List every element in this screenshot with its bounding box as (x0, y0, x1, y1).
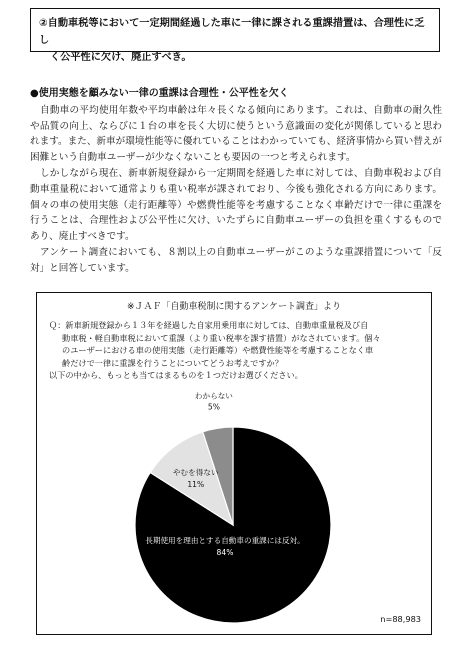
body-paragraph-3: アンケート調査においても、８割以上の自動車ユーザーがこのような重課措置について「反対」と回答しています。 (30, 246, 442, 274)
survey-box (36, 292, 432, 635)
body-paragraph-2: しかしながら現在、新車新規登録から一定期間を経過した車に対しては、自動車税および自動車重量税において通常よりも重い税率が課されており、今後も強化される方向にあります。個々の車の使用実態（走行距離等）や燃費性能等を考慮することなく車齢だけで一律に重課を行うことは、合理性および公平性に欠け、いたずらに自動車ユーザーの負担を重くするものであり、廃止すべきです。 (30, 167, 442, 243)
body-section (30, 86, 442, 277)
slice-label-1: やむを得ない (172, 467, 219, 477)
slice-label-2: わからない (194, 391, 233, 401)
slice-value-0: 84% (216, 548, 234, 557)
slice-value-1: 11% (187, 479, 205, 489)
question-line-2: 動車税・軽自動車税において重課（より重い税率を課す措置）がなされています。個々 (62, 332, 381, 343)
summary-line-2: く公平性に欠け、廃止すべき。 (50, 52, 192, 63)
sample-size-label: n=88,983 (380, 614, 421, 624)
question-line-3: のユーザーにおける車の使用実態（走行距離等）や燃費性能等を考慮することなく車 (62, 345, 374, 356)
slice-label-0: 長期使用を理由とする自動車の重課には反対。 (145, 536, 305, 545)
question-line-1: Ｑ：新車新規登録から１３年を経過した自家用乗用車に対しては、自動車重量税及び自 (49, 320, 369, 330)
summary-line-1: ②自動車税等において一定期間経過した車に一律に課される重課措置は、合理性に乏し (39, 18, 425, 46)
body-paragraph-1: 自動車の平均使用年数や平均車齢は年々長くなる傾向にあります。これは、自動車の耐久性や品質の向上、ならびに１台の車を長く大切に使うという意識面の変化が関係していると思われます。また、新車が環境性能等に優れていることはわかっていても、経済事情から買い替えが困難という自動車ユーザーが少なくないことも要因の一つと考えられます。 (30, 104, 442, 164)
section-heading: ●使用実態を顧みない一律の重課は合理性・公平性を欠く (30, 88, 289, 99)
question-line-5: 以下の中から、もっとも当てはまるものを１つだけお選びください。 (49, 370, 303, 381)
question-line-4: 齢だけで一律に重課を行うことについてどうお考えですか？ (62, 357, 283, 368)
survey-source-title: ※ＪＡＦ「自動車税制に関するアンケート調査」より (126, 302, 341, 312)
slice-value-2: 5% (207, 402, 220, 412)
summary-box (30, 8, 440, 63)
pie-chart (37, 293, 431, 634)
